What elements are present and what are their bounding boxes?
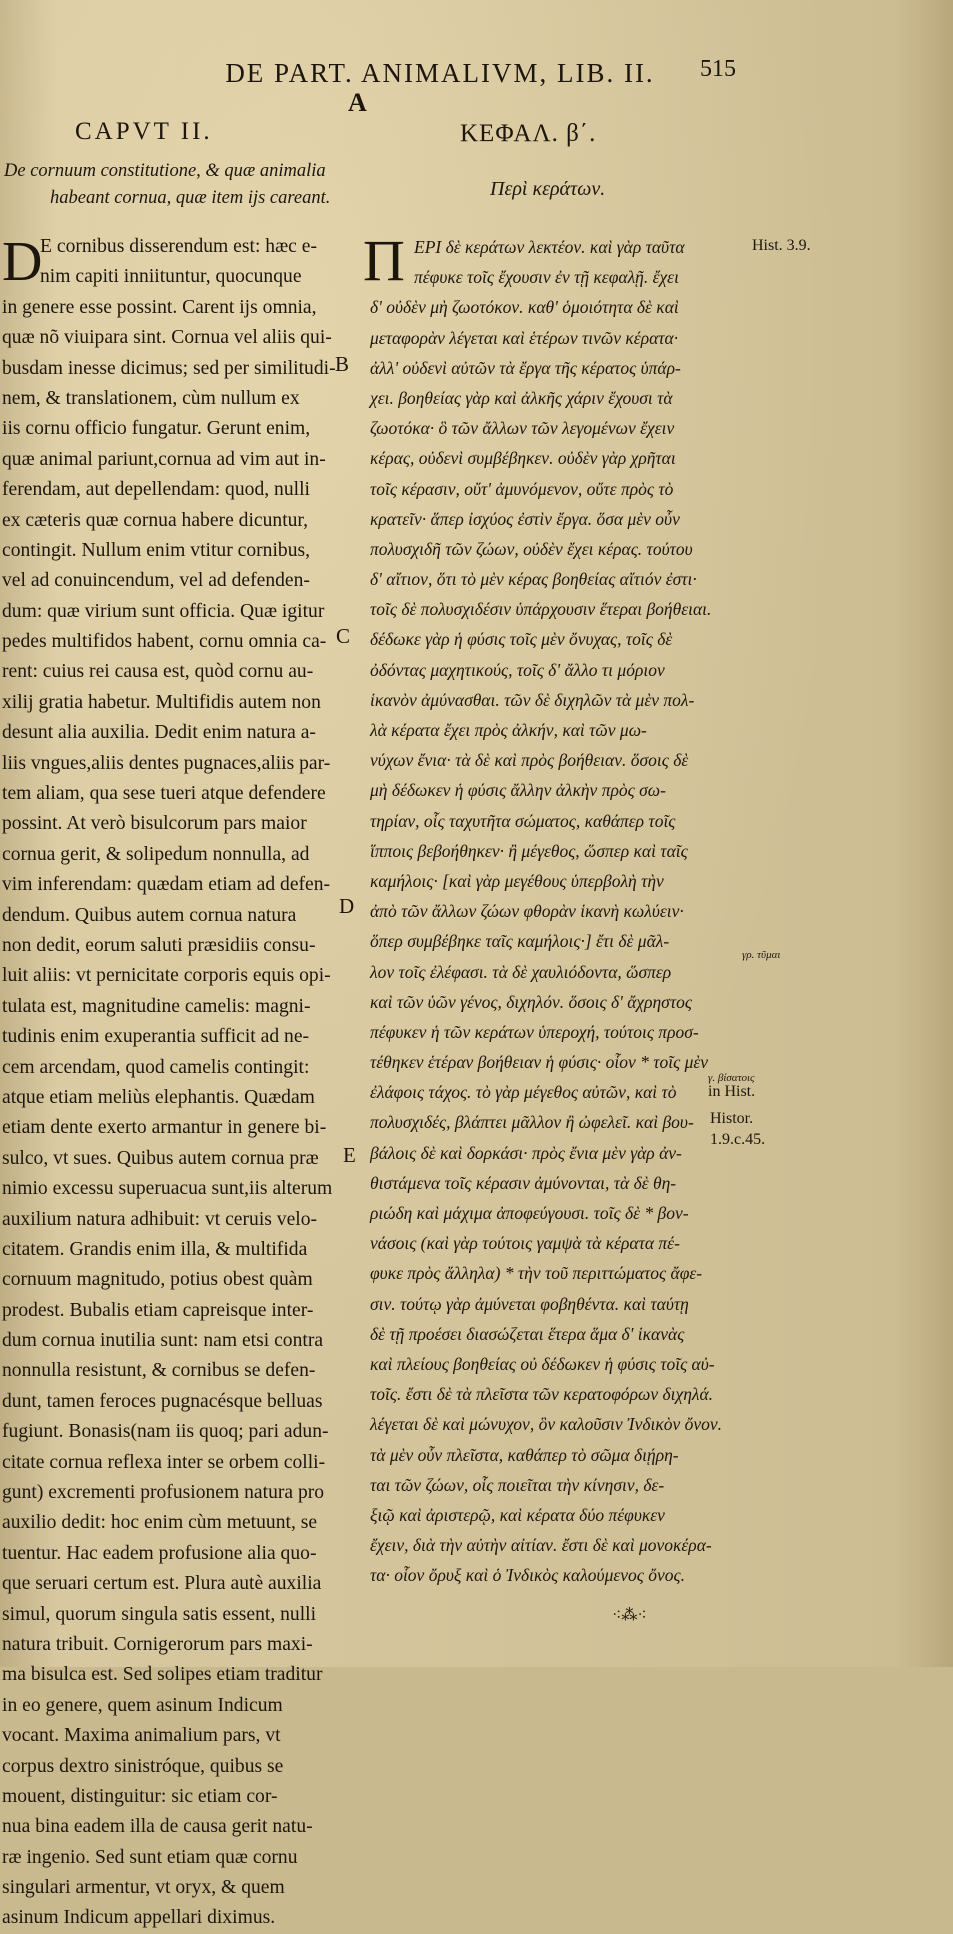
greek-text-line: ὅπερ συμβέβηκε ταῖς καμήλοις·] ἔτι δὲ μᾶλ- (370, 931, 670, 952)
latin-text-line: cem arcendam, quod camelis contingit: (2, 1056, 310, 1078)
latin-text-line: xilij gratia habetur. Multifidis autem non (2, 691, 321, 713)
latin-text-line: possint. At verò bisulcorum pars maior (2, 813, 307, 835)
latin-text-line: in eo genere, quem asinum Indicum (2, 1694, 283, 1716)
greek-text-line: ἀλλ' οὐδενὶ αὐτῶν τὰ ἔργα τῆς κέρατος ὑπάρ- (370, 357, 681, 378)
greek-text-line: ριώδη καὶ μάχιμα ἀποφεύγουσι. τοῖς δὲ * βον- (370, 1203, 689, 1223)
greek-text-line: δ' αἴτιον, ὅτι τὸ μὲν κέρας βοηθείας αἴτιόν ἐστι· (370, 569, 697, 590)
latin-text-line: gunt) excrementi profusionem natura pro (2, 1482, 325, 1504)
greek-text-line: ΕΡΙ δὲ κεράτων λεκτέον. καὶ γὰρ ταῦτα (414, 237, 685, 257)
marker-e: E (343, 1143, 356, 1167)
latin-text-line: desunt alia auxilia. Dedit enim natura a- (2, 722, 316, 744)
latin-text-line: quæ animal pariunt,cornua ad vim aut in- (2, 448, 326, 470)
greek-text-line: δ' οὐδὲν μὴ ζωοτόκον. καθ' ὁμοιότητα δὲ καὶ (370, 297, 679, 318)
latin-text-line: tuentur. Hac eadem profusione alia quo- (2, 1542, 317, 1564)
latin-text-line: etiam dente exerto armantur in genere bi- (2, 1117, 327, 1139)
latin-text-line: natura tribuit. Cornigerorum pars maxi- (2, 1633, 313, 1655)
latin-text-line: vel ad conuincendum, vel ad defenden- (2, 570, 310, 592)
greek-text-line: ὀδόντας μαχητικούς, τοῖς δ' ἄλλο τι μόριον (370, 659, 665, 680)
page-number: 515 (700, 56, 736, 82)
latin-text-line: quæ nõ viuipara sint. Cornua vel aliis qui- (2, 327, 332, 349)
latin-text-column (2, 232, 364, 1934)
latin-text-line: dum cornua inutilia sunt: nam etsi contra (2, 1330, 324, 1352)
greek-text-line: νύχων ἔνια· τὰ δὲ καὶ πρὸς βοήθειαν. ὅσοις δὲ (370, 750, 689, 771)
latin-text-line: singulari armentur, vt oryx, & quem (2, 1877, 285, 1899)
latin-text-line: nim capiti inniituntur, quocunque (40, 266, 302, 288)
section-marker-a: A (348, 88, 367, 117)
side-note-variant-tumai: γρ. τῦμαι (742, 949, 781, 961)
marker-c: C (336, 624, 351, 648)
latin-drop-cap: D (2, 231, 43, 293)
latin-text-line: que seruari certum est. Plura autè auxilia (2, 1573, 322, 1595)
greek-text-line: καὶ πλείους βοηθείας οὐ δέδωκεν ἡ φύσις τοῖς αὐ- (370, 1353, 715, 1374)
latin-text-line: nua bina eadem illa de causa gerit natu- (2, 1816, 313, 1838)
latin-chapter-subtitle (4, 158, 344, 212)
latin-text-line: asinum Indicum appellari diximus. (2, 1907, 276, 1929)
marker-b: B (335, 352, 350, 376)
latin-text-line: citatem. Grandis enim illa, & multifida (2, 1238, 308, 1260)
greek-text-line: ται τῶν ζώων, οἷς ποιεῖται τὴν κίνησιν, δε- (370, 1474, 665, 1495)
latin-text-line: fugiunt. Bonasis(nam iis quoq; pari adun- (2, 1421, 329, 1443)
greek-text-line: ἱκανὸν ἀμύνασθαι. τῶν δὲ διχηλῶν τὰ μὲν πολ- (370, 689, 695, 710)
latin-text-line: dum: quæ virium sunt officia. Quæ igitur (2, 600, 325, 622)
side-note-hist-3-9: Hist. 3.9. (752, 237, 811, 254)
latin-text-line: tudinis enim exuperantia sufficit ad ne- (2, 1026, 310, 1048)
greek-text-line: ξιῷ καὶ ἀριστερῷ, καὶ κέρατα δύο πέφυκεν (370, 1504, 665, 1525)
latin-text-line: rent: cuius rei causa est, quòd cornu au- (2, 661, 314, 683)
latin-subtitle-line: De cornuum constitutione, & quæ animalia (4, 161, 326, 181)
latin-text-line: nonnulla resistunt, & cornibus se defen- (2, 1360, 316, 1382)
latin-text-line: auxilium natura adhibuit: vt ceruis velo- (2, 1208, 318, 1230)
greek-text-line: τηρίαν, οἷς ταχυτῆτα σώματος, καθάπερ τοῖς (370, 810, 676, 831)
side-note-variant-bisatois: γ. βίσατοις (708, 1072, 755, 1084)
latin-text-line: simul, quorum singula satis essent, nulli (2, 1603, 317, 1625)
greek-text-column (370, 232, 750, 1590)
latin-text-line: vocant. Maxima animalium pars, vt (2, 1725, 281, 1747)
latin-text-line: ma bisulca est. Sed solipes etiam traditur (2, 1664, 323, 1686)
latin-text-line: iis cornu officio fungatur. Gerunt enim, (2, 418, 311, 440)
greek-text-line: ἵπποις βεβοήθηκεν· ἢ μέγεθος, ὥσπερ καὶ ταῖς (370, 840, 688, 861)
greek-text-line: λὰ κέρατα ἔχει πρὸς ἀλκήν, καὶ τῶν μω- (370, 720, 647, 740)
latin-text-line: cornuum magnitudo, potius obest quàm (2, 1269, 313, 1291)
latin-text-line: nem, & translationem, cùm nullum ex (2, 387, 300, 409)
latin-text-line: dunt, tamen feroces pugnacésque belluas (2, 1390, 323, 1412)
greek-drop-cap: Π (363, 228, 405, 293)
latin-text-line: ræ ingenio. Sed sunt etiam quæ cornu (2, 1846, 298, 1868)
latin-text-line: pedes multifidos habent, cornu omnia ca- (2, 631, 327, 653)
latin-text-line: vim inferendam: quædam etiam ad defen- (2, 874, 331, 896)
latin-text-line: luit aliis: vt pernicitate corporis equis opi- (2, 965, 331, 987)
latin-text-line: corpus dextro sinistróque, quibus se (2, 1755, 284, 1777)
greek-text-line: τα· οἷον ὄρυξ καὶ ὁ Ἰνδικὸς καλούμενος ὄνος. (370, 1565, 685, 1586)
latin-text-line: mouent, distinguitur: sic etiam cor- (2, 1785, 278, 1807)
latin-text-line: ferendam, aut depellendam: quod, nulli (2, 479, 310, 501)
latin-text-line: in genere esse possint. Carent ijs omnia, (2, 296, 317, 318)
latin-text-line: non dedit, eorum saluti præsidiis consu- (2, 934, 316, 956)
latin-text-line: busdam inesse dicimus; sed per similitudi- (2, 357, 336, 379)
greek-text-line: χει. βοηθείας γὰρ καὶ ἀλκῆς χάριν ἔχουσι τὰ (370, 387, 673, 408)
latin-text-line: prodest. Bubalis etiam capreisque inter- (2, 1299, 314, 1321)
greek-text-line: τοῖς δὲ πολυσχιδέσιν ὑπάρχουσιν ἕτεραι βοήθειαι. (370, 599, 712, 620)
greek-chapter-subtitle: Περὶ κεράτων. (490, 178, 606, 200)
latin-text-line: auxilio dedit: hoc enim cùm metuunt, se (2, 1512, 318, 1534)
latin-text-line: nimio excessu superuacua sunt,iis alterum (2, 1178, 333, 1200)
side-note-histor: Histor. (710, 1110, 754, 1127)
greek-text-line: πολυσχιδές, βλάπτει μᾶλλον ἢ ὠφελεῖ. καὶ βου- (370, 1112, 694, 1133)
greek-text-line: πολυσχιδῆ τῶν ζώων, οὐδὲν ἔχει κέρας. τούτου (370, 538, 693, 559)
latin-text-line: tem aliam, qua sese tueri atque defendere (2, 783, 326, 805)
latin-text-line: liis vngues,aliis dentes pugnaces,aliis par- (2, 752, 331, 774)
greek-text-line: λέγεται δὲ καὶ μώνυχον, ὃν καλοῦσιν Ἰνδικὸν ὄνον. (370, 1414, 723, 1435)
latin-text-line: sulco, vt sues. Quibus autem cornua præ (2, 1147, 319, 1169)
greek-text-line: ἔχειν, διὰ τὴν αὐτὴν αἰτίαν. ἔστι δὲ καὶ μονοκέρα- (370, 1535, 712, 1556)
greek-text-line: λον τοῖς ἐλέφασι. τὰ δὲ χαυλιόδοντα, ὥσπερ (370, 961, 672, 982)
greek-text-line: φυκε πρὸς ἄλληλα) * τὴν τοῦ περιττώματος ἄφε- (370, 1263, 703, 1284)
greek-text-line: ἀπὸ τῶν ἄλλων ζώων φθορὰν ἱκανὴ κωλύειν· (370, 901, 684, 922)
latin-text-line: citate cornua reflexa inter se orbem colli- (2, 1451, 326, 1473)
marker-d: D (339, 894, 355, 918)
latin-chapter-heading: CAPVT II. (75, 118, 213, 145)
greek-text-line: δὲ τῇ προέσει διασώζεται ἕτερα ἅμα δ' ἱκανὰς (370, 1323, 685, 1344)
greek-text-line: τοῖς. ἔστι δὲ τὰ πλεῖστα τῶν κερατοφόρων διχηλά. (370, 1384, 714, 1405)
greek-text-line: ζωοτόκα· ὃ τῶν ἄλλων τῶν λεγομένων ἔχειν (370, 418, 675, 439)
greek-text-line: καμήλοις· [καὶ γὰρ μεγέθους ὑπερβολὴ τὴν (370, 870, 664, 891)
greek-text-line: καὶ τῶν ὑῶν γένος, διχηλόν. ὅσοις δ' ἄχρηστος (370, 991, 692, 1012)
greek-text-line: μεταφορὰν λέγεται καὶ ἑτέρων τινῶν κέρατα· (370, 327, 679, 348)
end-ornament: ⁖⁂⁖ (612, 1607, 647, 1624)
greek-text-line: μὴ δέδωκεν ἡ φύσις ἄλλην ἀλκὴν πρὸς σω- (370, 780, 666, 801)
greek-text-line: πέφυκεν ἡ τῶν κεράτων ὑπεροχή, τούτοις προσ- (370, 1021, 699, 1042)
running-title: DE PART. ANIMALIVM, LIB. II. (225, 58, 655, 88)
latin-text-line: contingit. Nullum enim vtitur cornibus, (2, 539, 311, 561)
latin-text-line: cornua gerit, & solipedum nonnulla, ad (2, 843, 310, 865)
greek-text-line: βάλοις δὲ καὶ δορκάσι· πρὸς ἔνια μὲν γὰρ ἀν- (370, 1142, 682, 1163)
greek-text-line: τὰ μὲν οὖν πλεῖστα, καθάπερ τὸ σῶμα διῄρη- (370, 1444, 679, 1465)
greek-text-line: δέδωκε γὰρ ἡ φύσις τοῖς μὲν ὄνυχας, τοῖς δὲ (370, 629, 673, 650)
greek-text-line: κέρας, οὐδενὶ συμβέβηκεν. οὐδὲν γὰρ χρῆται (370, 448, 676, 469)
latin-text-line: tulata est, magnitudine camelis: magni- (2, 995, 311, 1017)
greek-text-line: τοῖς κέρασιν, οὔτ' ἀμυνόμενον, οὔτε πρὸς τὸ (370, 478, 674, 499)
greek-text-line: ἐλάφοις τάχος. τὸ γὰρ μέγεθος αὐτῶν, καὶ τὸ (370, 1082, 677, 1103)
latin-text-line: atque etiam meliùs elephantis. Quædam (2, 1086, 315, 1108)
greek-text-line: νάσοις (καὶ γὰρ τούτοις γαμψὰ τὰ κέρατα πέ- (370, 1233, 680, 1254)
greek-text-line: κρατεῖν· ἅπερ ἰσχύος ἐστὶν ἔργα. ὅσα μὲν οὖν (370, 508, 680, 529)
latin-subtitle-line: habeant cornua, quæ item ijs careant. (50, 188, 331, 208)
greek-text-line: θιστάμενα τοῖς κέρασιν ἀμύνονται, τὰ δὲ θη- (370, 1172, 677, 1193)
latin-text-line: dendum. Quibus autem cornua natura (2, 904, 297, 926)
greek-text-line: τέθηκεν ἑτέραν βοήθειαν ἡ φύσις· οἷον * τοῖς μὲν (370, 1052, 709, 1073)
greek-text-line: πέφυκε τοῖς ἔχουσιν ἐν τῇ κεφαλῇ. ἔχει (414, 267, 679, 288)
side-note-ref-1-9: 1.9.c.45. (710, 1131, 766, 1148)
latin-text-line: E cornibus disserendum est: hæc e- (40, 236, 317, 257)
greek-text-line: σιν. τούτῳ γὰρ ἀμύνεται φοβηθέντα. καὶ ταύτῃ (370, 1293, 689, 1314)
latin-text-line: ex cæteris quæ cornua habere dicuntur, (2, 509, 309, 531)
greek-chapter-heading: ΚΕΦΑΛ. β΄. (460, 120, 597, 147)
side-note-in-hist: in Hist. (708, 1083, 756, 1100)
